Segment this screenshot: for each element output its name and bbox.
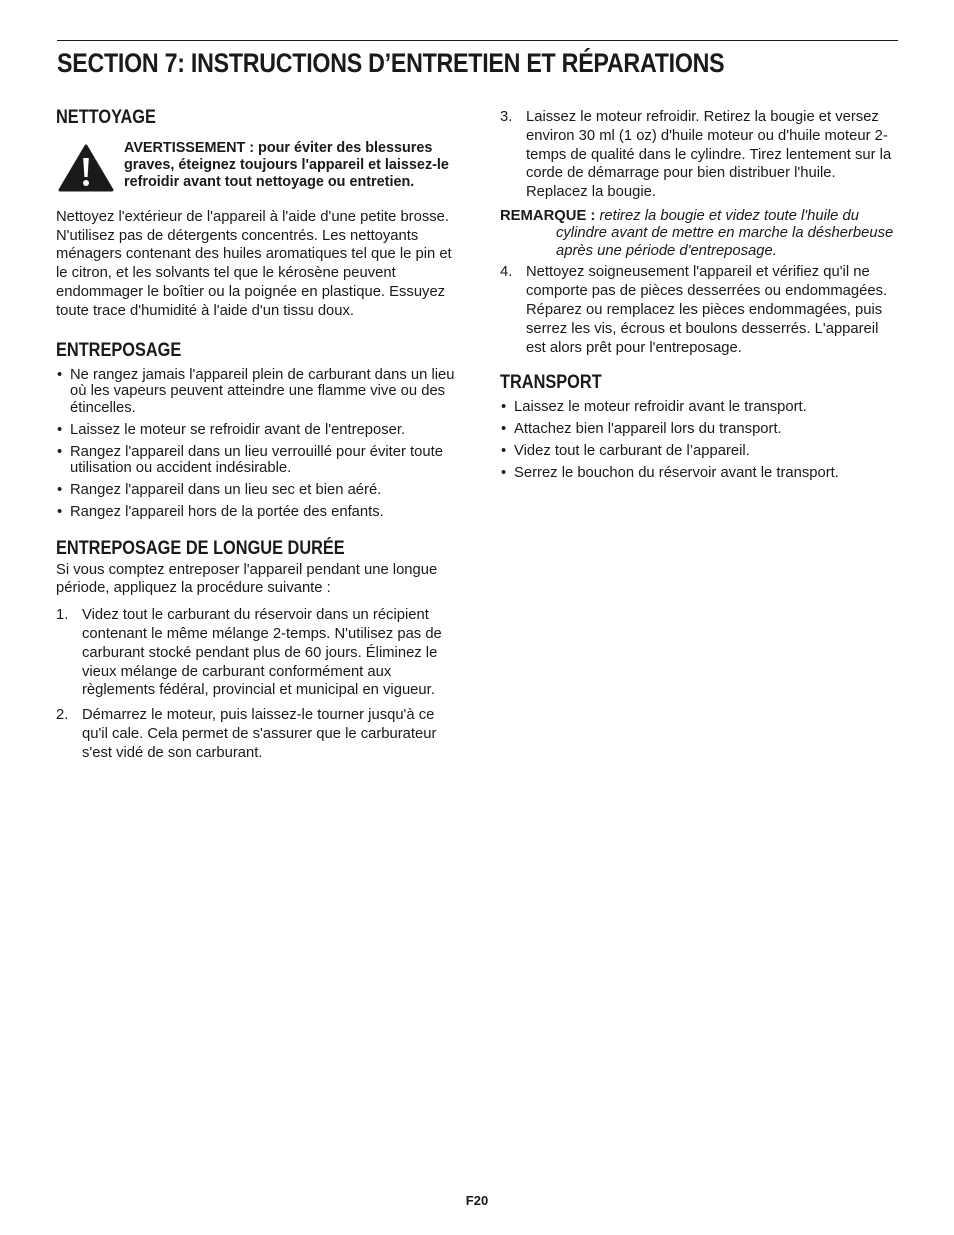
page-title: SECTION 7: INSTRUCTIONS D’ENTRETIEN ET RÉPARATIONS <box>57 48 725 78</box>
list-item <box>500 465 898 482</box>
step-item <box>500 108 898 202</box>
note-block <box>500 208 898 261</box>
step-number: 4. <box>500 264 513 281</box>
list-item <box>500 399 898 416</box>
step-number: 1. <box>56 607 69 624</box>
page-number: F20 <box>465 1193 489 1208</box>
step-item <box>500 263 898 357</box>
bullet-glyph: • <box>501 443 507 460</box>
step-item <box>56 706 456 762</box>
heading-transport: TRANSPORT <box>500 372 602 394</box>
list-item <box>56 367 456 417</box>
note-label: REMARQUE : <box>500 207 596 224</box>
longue-steps-left <box>56 606 456 762</box>
list-item <box>56 482 456 499</box>
heading-longue-duree: ENTREPOSAGE DE LONGUE DURÉE <box>56 537 345 559</box>
bullet-glyph: • <box>57 421 63 438</box>
step-text: Laissez le moteur refroidir. Retirez la bougie et versez environ 30 ml (1 oz) d'huile moteur ou d'huile moteur 2-temps de qualité dans le cylindre. Tirez lentement sur la corde de démarrage pour bien distribuer l'huile. Replacez la bougie. <box>526 109 892 201</box>
bullet-glyph: • <box>501 421 507 438</box>
step-item <box>56 606 456 700</box>
list-item-text: Ne rangez jamais l'appareil plein de carburant dans un lieu où les vapeurs peuvent atteindre une flamme vive ou des étincelles. <box>70 366 455 416</box>
note-text: retirez la bougie et videz toute l'huile du cylindre avant de mettre en marche la désherbeuse après une période d'entreposage. <box>556 207 894 259</box>
bullet-glyph: • <box>57 443 63 460</box>
top-rule <box>57 40 898 41</box>
list-item <box>56 422 456 439</box>
step-number: 2. <box>56 707 69 724</box>
longue-steps-right-2 <box>500 263 898 357</box>
bullet-glyph: • <box>57 366 63 383</box>
step-text: Videz tout le carburant du réservoir dans un récipient contenant le même mélange 2-temps. N'utilisez pas de carburant stocké pendant plus de 60 jours. Éliminez le vieux mélange de carburant conformément aux règlements fédéral, provincial et municipal en vigueur. <box>82 607 442 699</box>
warning-triangle-icon <box>58 144 114 198</box>
list-item-text: Laissez le moteur refroidir avant le transport. <box>514 399 807 416</box>
list-item-text: Serrez le bouchon du réservoir avant le transport. <box>514 465 839 482</box>
heading-entreposage: ENTREPOSAGE <box>56 339 182 361</box>
list-item-text: Rangez l'appareil dans un lieu sec et bien aéré. <box>70 482 382 499</box>
transport-list <box>500 399 898 482</box>
list-item-text: Rangez l'appareil dans un lieu verrouillé pour éviter toute utilisation ou accident indésirable. <box>70 443 443 477</box>
right-column <box>500 108 898 487</box>
warning-text: AVERTISSEMENT : pour éviter des blessures graves, éteignez toujours l'appareil et laissez-le refroidir avant tout nettoyage ou entretien. <box>124 140 449 190</box>
list-item <box>56 504 456 521</box>
step-number: 3. <box>500 109 513 125</box>
bullet-glyph: • <box>57 504 63 521</box>
list-item <box>500 443 898 460</box>
list-item <box>56 444 456 477</box>
step-text: Nettoyez soigneusement l'appareil et vérifiez qu'il ne comporte pas de pièces desserrées ou endommagées. Réparez ou remplacez les pièces endommagées, puis serrez les vis, écrous et boulons desserrés. L'appareil est alors prêt pour l'entreposage. <box>526 264 888 356</box>
step-text: Démarrez le moteur, puis laissez-le tourner jusqu'à ce qu'il cale. Cela permet de s'assurer que le carburateur s'est vidé de son carburant. <box>82 707 437 761</box>
list-item-text: Rangez l'appareil hors de la portée des enfants. <box>70 504 384 521</box>
longue-steps-right <box>500 108 898 202</box>
list-item <box>500 421 898 438</box>
bullet-glyph: • <box>501 465 507 482</box>
heading-nettoyage: NETTOYAGE <box>56 107 156 128</box>
warning-block <box>56 140 456 198</box>
bullet-glyph: • <box>57 482 63 499</box>
nettoyage-body: Nettoyez l'extérieur de l'appareil à l'aide d'une petite brosse. N'utilisez pas de détergents concentrés. Les nettoyants ménagers contenant des huiles aromatiques tel que le pin et le citron, et les solvants tel que le kérosène peuvent endommager le boîtier ou la poignée en plastique. Essuyez toute trace d'humidité à l'aide d'un tissu doux. <box>56 208 452 319</box>
list-item-text: Videz tout le carburant de l’appareil. <box>514 443 750 460</box>
list-item-text: Attachez bien l'appareil lors du transport. <box>514 421 782 438</box>
left-column <box>56 106 456 769</box>
longue-intro: Si vous comptez entreposer l'appareil pendant une longue période, appliquez la procédure suivante : <box>56 561 438 597</box>
bullet-glyph: • <box>501 399 507 416</box>
list-item-text: Laissez le moteur se refroidir avant de l'entreposer. <box>70 421 406 438</box>
entreposage-list <box>56 367 456 521</box>
